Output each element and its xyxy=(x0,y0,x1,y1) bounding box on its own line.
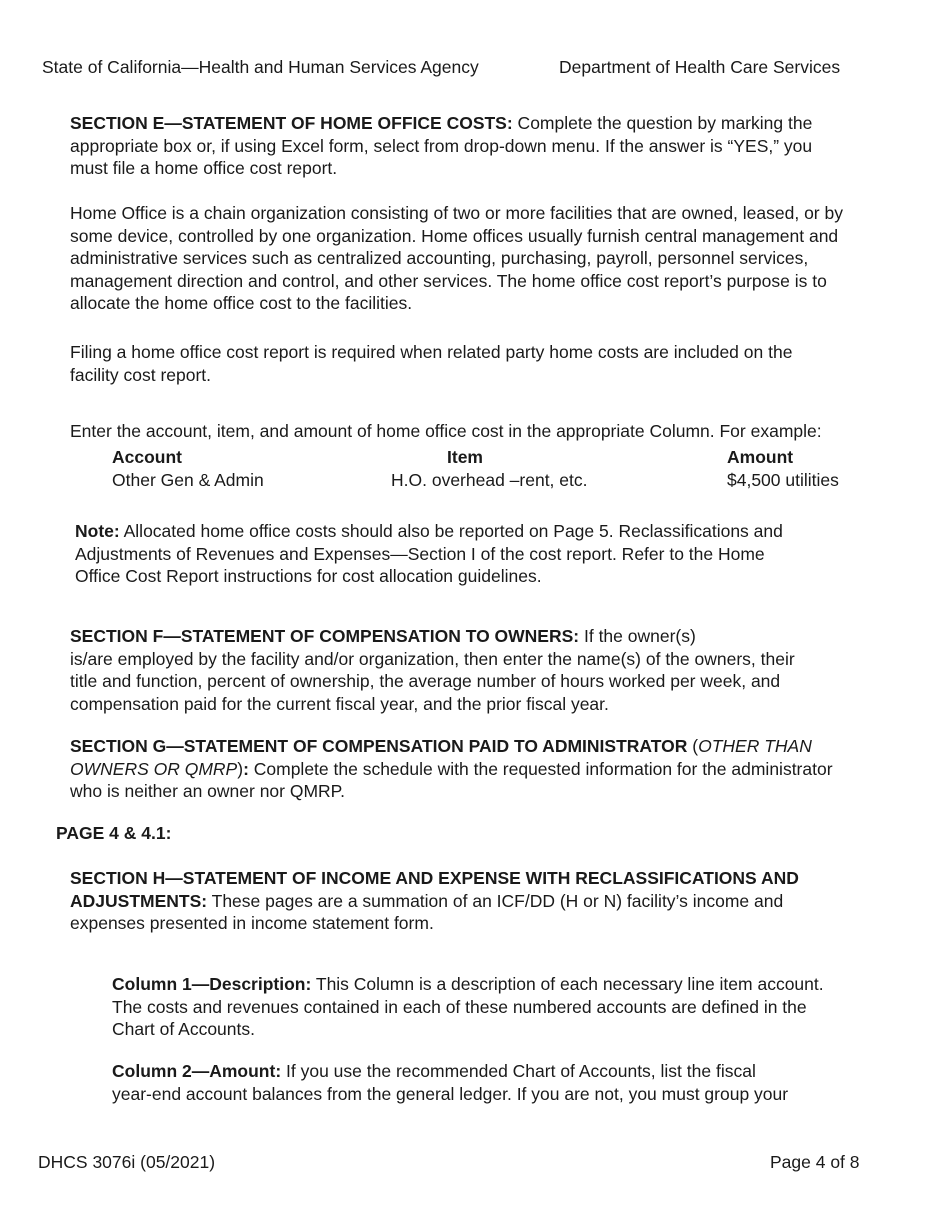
column-2-line: If you use the recommended Chart of Accounts, list the fiscal xyxy=(281,1061,756,1081)
section-h-line: These pages are a summation of an ICF/DD (H or N) facility’s income and xyxy=(207,890,784,911)
section-g-paren-close: ) xyxy=(237,758,244,779)
section-g-italic: OTHER THAN xyxy=(698,736,812,756)
example-header-item: Item xyxy=(447,447,483,467)
section-f xyxy=(70,625,910,715)
section-g-heading: SECTION G—STATEMENT OF COMPENSATION PAID TO ADMINISTRATOR xyxy=(70,736,688,756)
section-h-heading: SECTION H—STATEMENT OF INCOME AND EXPENSE WITH RECLASSIFICATIONS AND xyxy=(70,868,799,888)
section-g-italic: OWNERS OR QMRP xyxy=(70,758,238,779)
section-e-heading: SECTION E—STATEMENT OF HOME OFFICE COSTS: xyxy=(70,113,513,133)
section-f-line: is/are employed by the facility and/or organization, then enter the name(s) of the owners, their xyxy=(70,648,795,669)
example-cell-amount: $4,500 utilities xyxy=(727,470,839,490)
note-line: Adjustments of Revenues and Expenses—Section I of the cost report. Refer to the Home xyxy=(75,543,765,564)
column-1-label: Column 1—Description: xyxy=(112,974,312,994)
note xyxy=(75,520,915,588)
note-line: Office Cost Report instructions for cost allocation guidelines. xyxy=(75,566,542,586)
section-g xyxy=(70,735,920,803)
filing-line: Filing a home office cost report is required when related party home costs are included on the xyxy=(70,342,793,362)
section-e-intro-line3: must file a home office cost report. xyxy=(70,158,338,178)
example-cell-account: Other Gen & Admin xyxy=(112,470,264,490)
column-1-line: Chart of Accounts. xyxy=(112,1019,255,1039)
section-f-line: title and function, percent of ownership, the average number of hours worked per week, and xyxy=(70,671,781,691)
filing-line: facility cost report. xyxy=(70,364,212,385)
column-2-amount xyxy=(112,1060,912,1105)
example-header-account: Account xyxy=(112,447,182,467)
section-f-heading: SECTION F—STATEMENT OF COMPENSATION TO OWNERS: xyxy=(70,626,580,646)
section-g-line: who is neither an owner nor QMRP. xyxy=(70,781,345,801)
home-office-line: allocate the home office cost to the facilities. xyxy=(70,293,413,313)
section-f-line: If the owner(s) xyxy=(579,626,696,646)
header-department: Department of Health Care Services xyxy=(559,57,841,77)
column-1-description xyxy=(112,973,912,1041)
column-1-line: The costs and revenues contained in each of these numbered accounts are defined in the xyxy=(112,996,807,1017)
home-office-line: management direction and control, and other services. The home office cost report’s purpose is to xyxy=(70,270,827,291)
header-agency: State of California—Health and Human Services Agency xyxy=(42,57,479,77)
section-g-colon: : xyxy=(243,758,249,779)
section-h-line: expenses presented in income statement form. xyxy=(70,913,434,933)
home-office-line: administrative services such as centralized accounting, purchasing, payroll, personnel services, xyxy=(70,248,809,268)
note-label: Note: xyxy=(75,521,120,541)
section-f-line: compensation paid for the current fiscal year, and the prior fiscal year. xyxy=(70,693,609,714)
section-h xyxy=(70,867,920,935)
column-2-line: year-end account balances from the general ledger. If you are not, you must group your xyxy=(112,1083,789,1104)
example-intro: Enter the account, item, and amount of home office cost in the appropriate Column. For example: xyxy=(70,421,822,441)
example-cell-item: H.O. overhead –rent, etc. xyxy=(391,470,588,490)
section-h-heading: ADJUSTMENTS: xyxy=(70,890,208,911)
footer-form-id: DHCS 3076i (05/2021) xyxy=(38,1152,216,1172)
column-2-label: Column 2—Amount: xyxy=(112,1061,282,1081)
home-office-line: Home Office is a chain organization consisting of two or more facilities that are owned, leased, or by xyxy=(70,203,843,223)
section-e-intro-line2: appropriate box or, if using Excel form, select from drop-down menu. If the answer is “YES,” you xyxy=(70,135,813,156)
column-1-line: This Column is a description of each necessary line item account. xyxy=(311,974,824,994)
home-office-definition xyxy=(70,202,940,315)
filing-requirement xyxy=(70,341,910,386)
note-line: Allocated home office costs should also be reported on Page 5. Reclassifications and xyxy=(119,521,783,541)
section-e-intro-line1: Complete the question by marking the xyxy=(512,113,813,133)
example-header-amount: Amount xyxy=(727,447,794,467)
section-g-paren-open: ( xyxy=(687,736,699,756)
page-heading: PAGE 4 & 4.1: xyxy=(56,823,172,843)
section-e-intro xyxy=(70,112,910,180)
home-office-line: some device, controlled by one organization. Home offices usually furnish central management and xyxy=(70,225,839,246)
section-g-line: Complete the schedule with the requested information for the administrator xyxy=(248,758,833,779)
footer-page-number: Page 4 of 8 xyxy=(770,1152,860,1172)
